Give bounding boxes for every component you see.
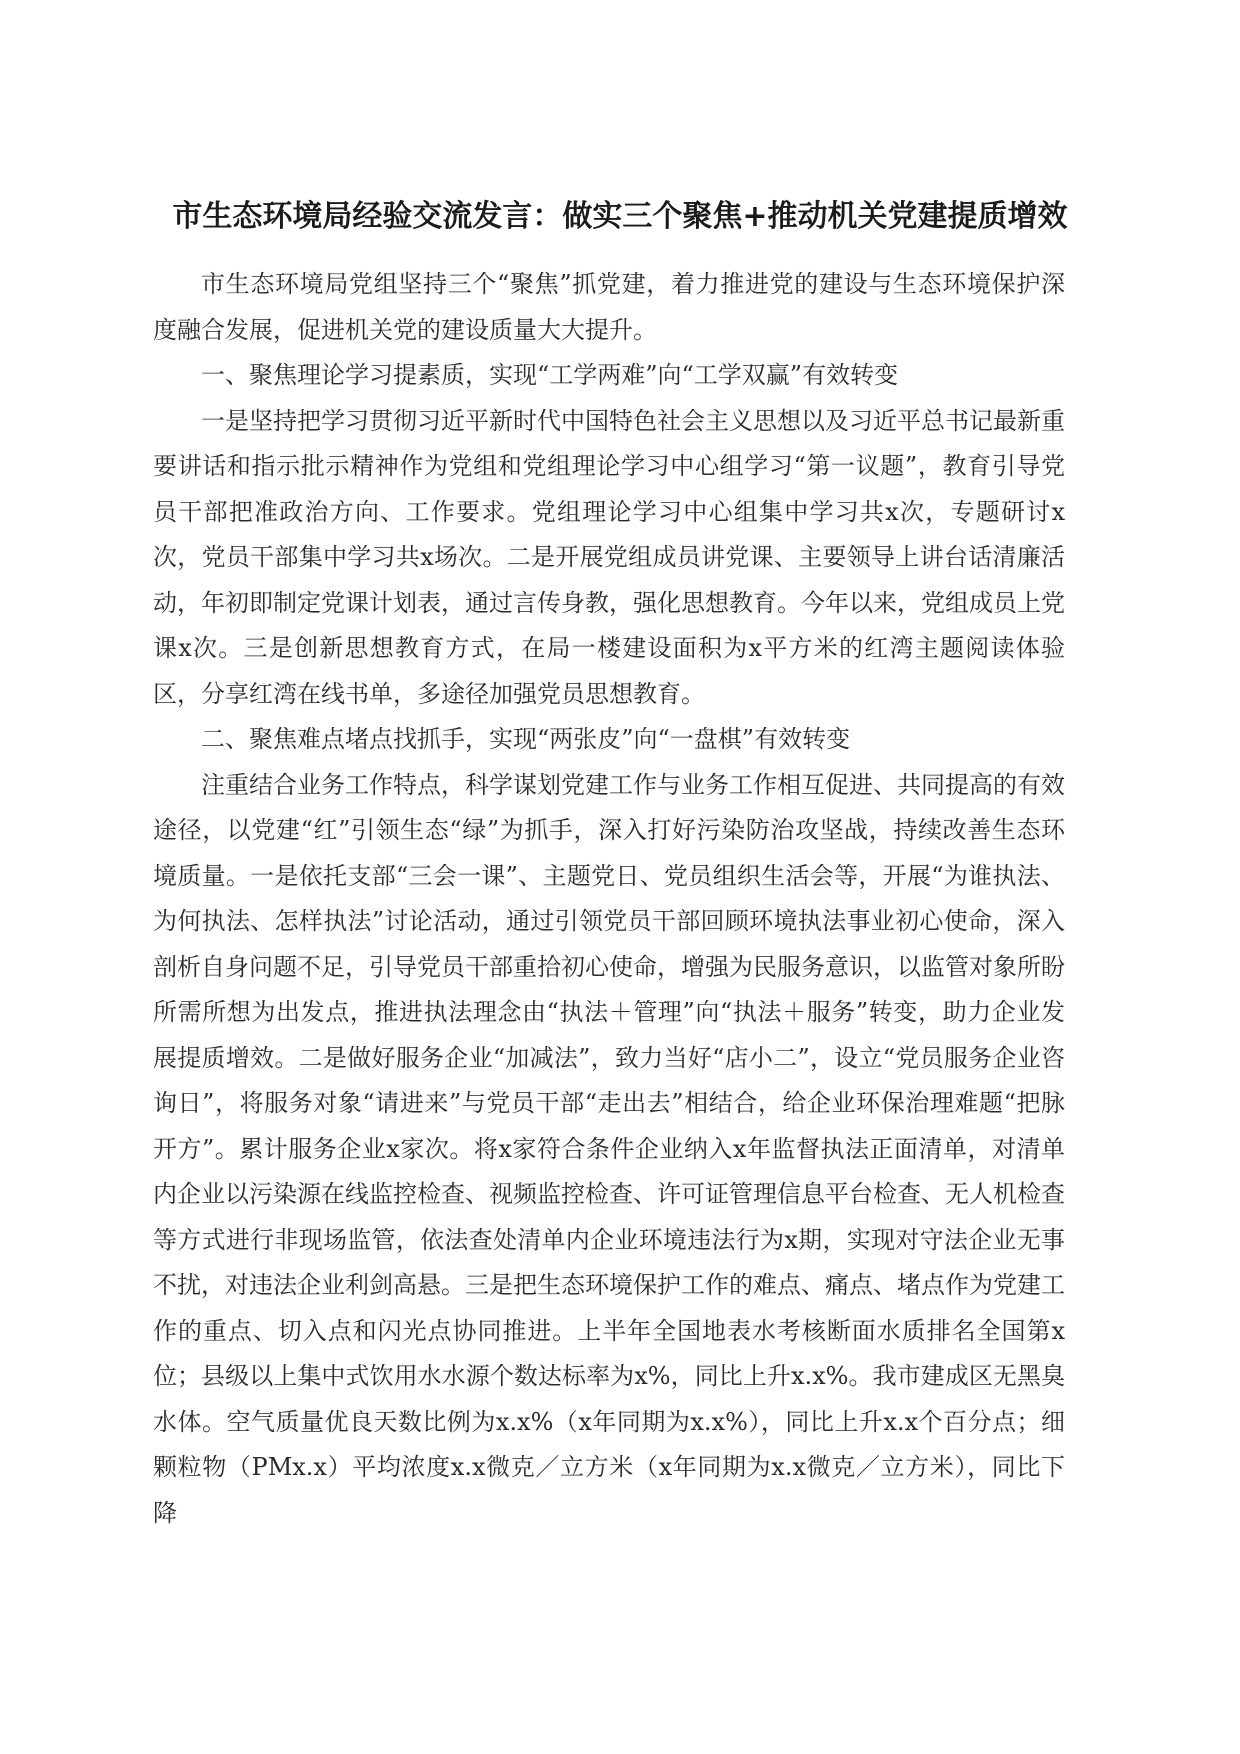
section-heading-1: 一、聚焦理论学习提素质，实现“工学两难”向“工学双赢”有效转变 bbox=[201, 361, 899, 389]
document-body bbox=[153, 262, 1065, 1536]
intro-paragraph: 市生态环境局党组坚持三个“聚焦”抓党建，着力推进党的建设与生态环境保护深度融合发展，促进机关党的建设质量大大提升。 bbox=[153, 270, 1065, 344]
section-heading-2: 二、聚焦难点堵点找抓手，实现“两张皮”向“一盘棋”有效转变 bbox=[201, 725, 851, 753]
document-title: 市生态环境局经验交流发言：做实三个聚焦+推动机关党建提质增效 bbox=[172, 199, 1068, 234]
body-paragraph: 一是坚持把学习贯彻习近平新时代中国特色社会主义思想以及习近平总书记最新重要讲话和指示批示精神作为党组和党组理论学习中心组学习“第一议题”，教育引导党员干部把准政治方向、工作要求。党组理论学习中心组集中学习共x次，专题研讨x次，党员干部集中学习共x场次。二是开展党组成员讲党课、主要领导上讲台话清廉活动，年初即制定党课计划表，通过言传身教，强化思想教育。今年以来，党组成员上党课x次。三是创新思想教育方式，在局一楼建设面积为x平方米的红湾主题阅读体验区，分享红湾在线书单，多途径加强党员思想教育。 bbox=[153, 406, 1065, 708]
body-paragraph: 注重结合业务工作特点，科学谋划党建工作与业务工作相互促进、共同提高的有效途径，以党建“红”引领生态“绿”为抓手，深入打好污染防治攻坚战，持续改善生态环境质量。一是依托支部“三会一课”、主题党日、党员组织生活会等，开展“为谁执法、为何执法、怎样执法”讨论活动，通过引领党员干部回顾环境执法事业初心使命，深入剖析自身问题不足，引导党员干部重拾初心使命，增强为民服务意识，以监管对象所盼所需所想为出发点，推进执法理念由“执法＋管理”向“执法＋服务”转变，助力企业发展提质增效。二是做好服务企业“加减法”，致力当好“店小二”，设立“党员服务企业咨询日”，将服务对象“请进来”与党员干部“走出去”相结合，给企业环保治理难题“把脉开方”。累计服务企业x家次。将x家符合条件企业纳入x年监督执法正面清单，对清单内企业以污染源在线监控检查、视频监控检查、许可证管理信息平台检查、无人机检查等方式进行非现场监管，依法查处清单内企业环境违法行为x期，实现对守法企业无事不扰，对违法企业利剑高悬。三是把生态环境保护工作的难点、痛点、堵点作为党建工作的重点、切入点和闪光点协同推进。上半年全国地表水考核断面水质排名全国第x位；县级以上集中式饮用水水源个数达标率为x%，同比上升x.x%。我市建成区无黑臭水体。空气质量优良天数比例为x.x%（x年同期为x.x%），同比上升x.x个百分点；细颗粒物（PMx.x）平均浓度x.x微克／立方米（x年同期为x.x微克／立方米），同比下降 bbox=[153, 770, 1065, 1527]
